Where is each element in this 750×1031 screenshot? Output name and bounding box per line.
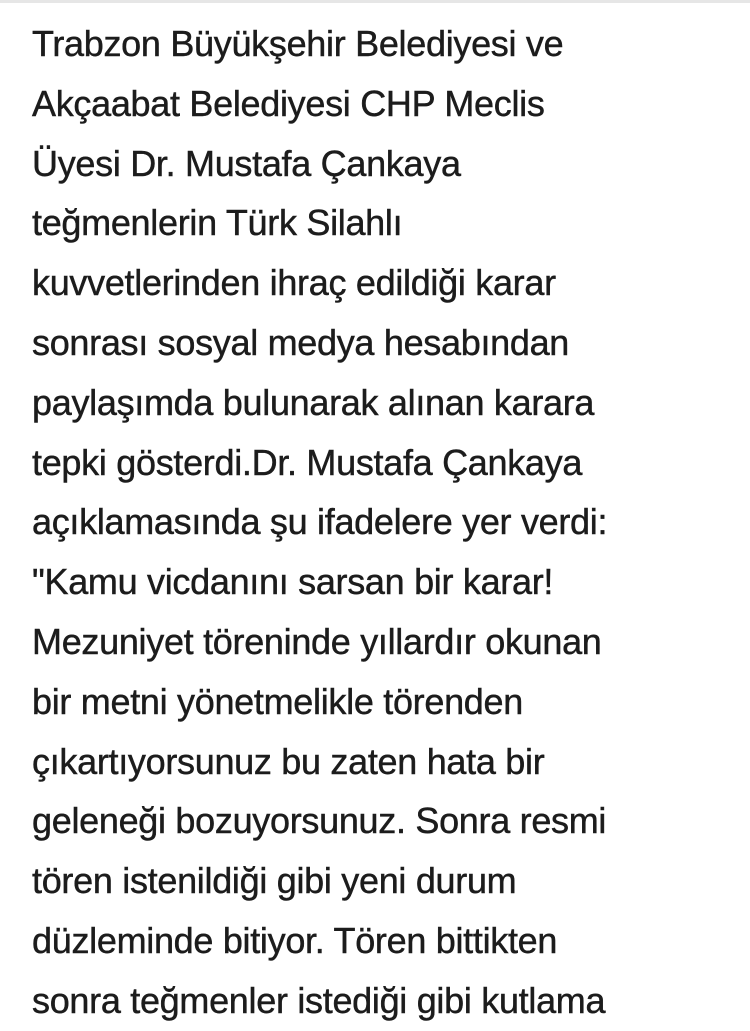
article-line: teğmenlerin Türk Silahlı xyxy=(32,202,403,244)
article-line: paylaşımda bulunarak alınan karara xyxy=(32,381,595,423)
article-line: çıkartıyorsunuz bu zaten hata bir xyxy=(32,740,545,782)
article-line: açıklamasında şu ifadelere yer verdi: xyxy=(32,501,608,543)
article-line: sonra teğmenler istediği gibi kutlama xyxy=(32,979,606,1021)
article-line: kuvvetlerinden ihraç edildiği karar xyxy=(32,262,556,304)
article-line: Trabzon Büyükşehir Belediyesi ve xyxy=(32,23,564,64)
article-line: düzleminde bitiyor. Tören bittikten xyxy=(32,919,558,961)
article-line: geleneği bozuyorsunuz. Sonra resmi xyxy=(32,800,607,842)
article-line: tepki gösterdi.Dr. Mustafa Çankaya xyxy=(32,441,583,483)
article-line: bir metni yönetmelikle törenden xyxy=(32,680,523,722)
article-line: Akçaabat Belediyesi CHP Meclis xyxy=(32,82,545,124)
top-divider xyxy=(0,0,750,3)
article-line: Mezuniyet töreninde yıllardır okunan xyxy=(32,620,602,662)
article-line: Üyesi Dr. Mustafa Çankaya xyxy=(32,142,461,184)
article-line: "Kamu vicdanını sarsan bir karar! xyxy=(32,561,554,603)
article-line: sonrası sosyal medya hesabından xyxy=(32,321,570,363)
article-text xyxy=(32,14,744,1031)
article-line: tören istenildiği gibi yeni durum xyxy=(32,860,517,902)
